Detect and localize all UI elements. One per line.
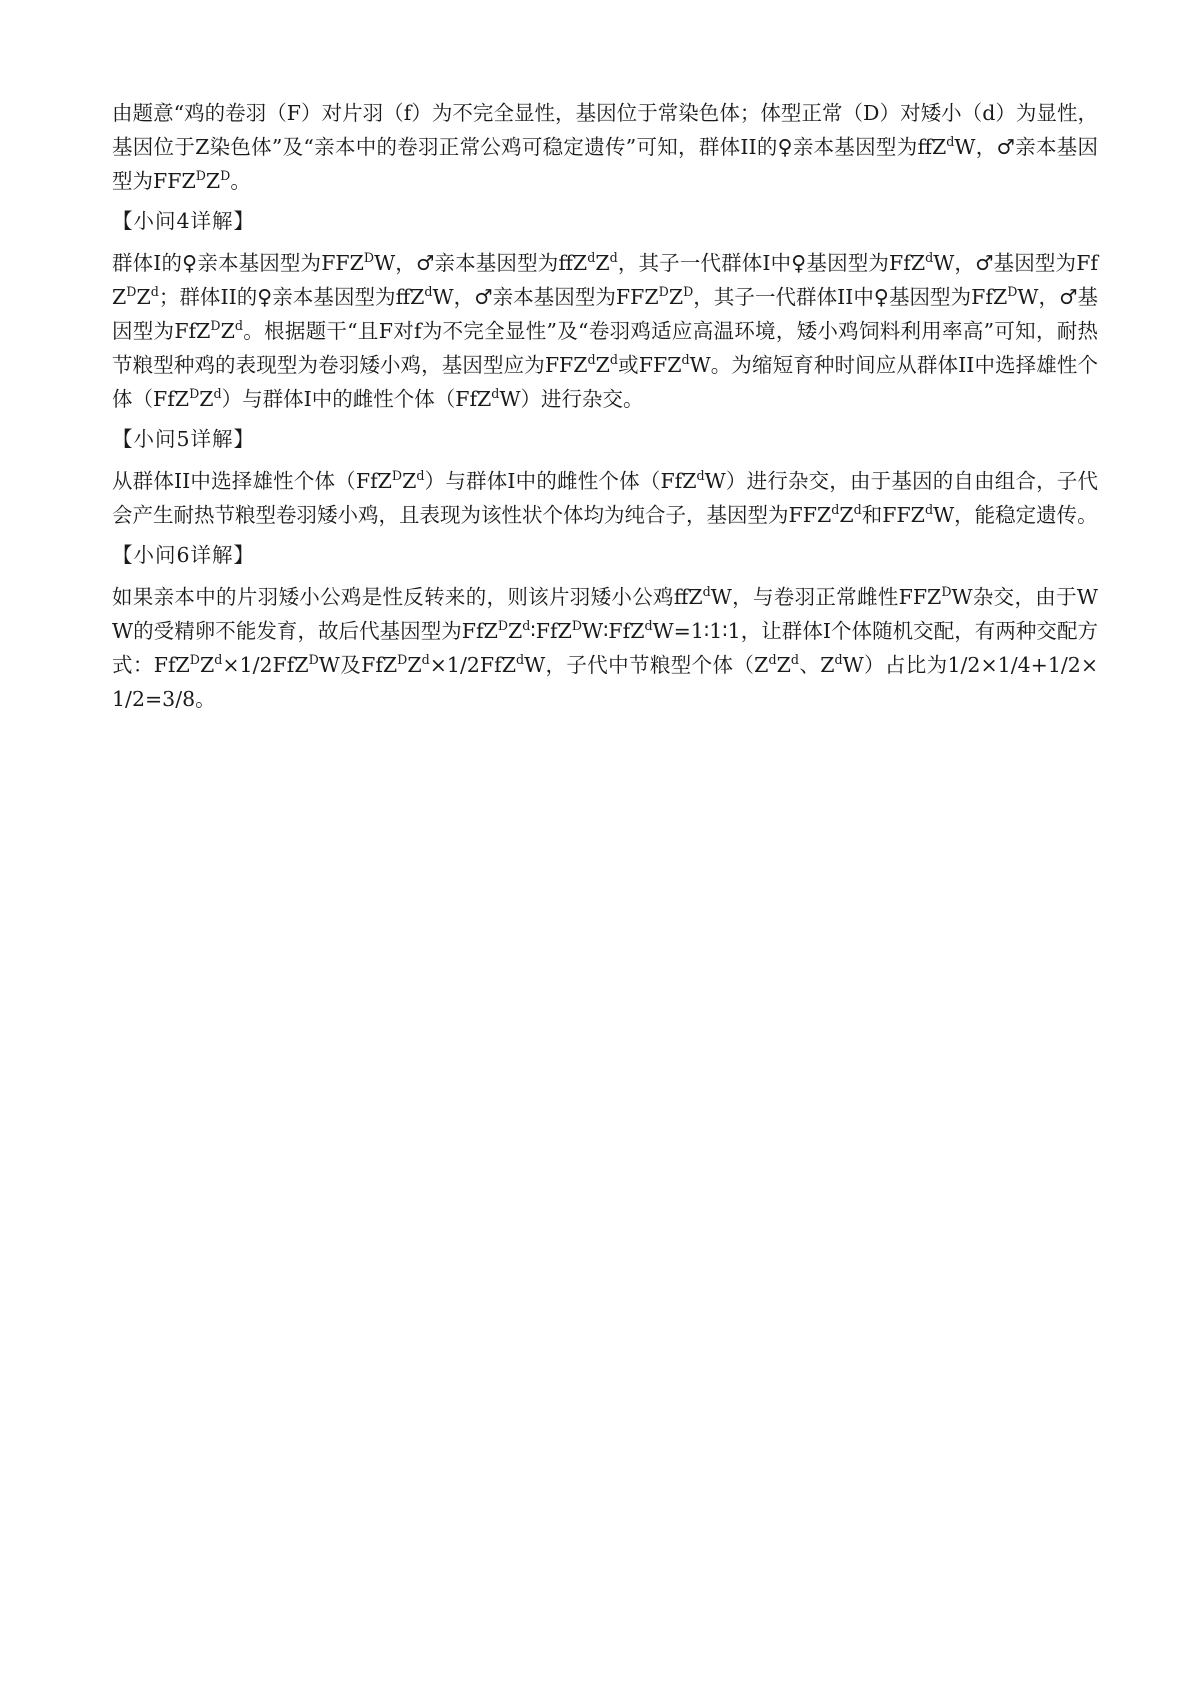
- section-heading-q5: 【小问5详解】: [112, 427, 256, 451]
- document-page: [112, 96, 1098, 716]
- section-paragraph-q6: 如果亲本中的片羽矮小公鸡是性反转来的，则该片羽矮小公鸡ffZ$^d$W，与卷羽正常雌性$FFZ^DW$杂交，由于WW的受精卵不能发育，故后代基因型为$FfZ^DZ^d∶FfZ^DW∶FfZ^dW=1∶1∶1$，让群体I个体随机交配，有两种交配方式：$FfZ^DZ^d\times 1/2FfZ^DW$及$FfZ^DZ^d\times 1/2FfZ^dW$，子代中节粮型个体（$Z^dZ^d$、$Z^dW$）占比为1/2×1/4+1/2×1/2=3/8。: [112, 584, 1098, 711]
- section-paragraph-q4: 群体I的♀亲本基因型为$FFZ^DW$，♂亲本基因型为$ffZ^dZ^d$，其子一代群体I中♀基因型为FfZ$^d$W，♂基因型为$FfZ^DZ^d$；群体II的♀亲本基因型为ffZ$^d$W，♂亲本基因型为$FFZ^DZ^D$，其子一代群体II中♀基因型为FfZ$^D$W，♂基因型为$FfZ^DZ^d$。根据题干“且F对f为不完全显性”及“卷羽鸡适应高温环境，矮小鸡饲料利用率高”可知，耐热节粮型种鸡的表现型为卷羽矮小鸡，基因型应为$FFZ^dZ^d$或FFZ$^d$W。为缩短育种时间应从群体II中选择雄性个体$(FfZ^DZ^d)$与群体I中的雌性个体（FfZ$^d$W）进行杂交。: [112, 250, 1099, 411]
- section-paragraph-q5: 从群体II中选择雄性个体$(FfZ^DZ^d)$与群体I中的雌性个体（FfZ$^d$W）进行杂交，由于基因的自由组合，子代会产生耐热节粮型卷羽矮小鸡，且表现为该性状个体均为纯合子，基因型为$FFZ^dZ^d$和FFZ$^d$W，能稳定遗传。: [112, 468, 1098, 527]
- section-heading-q4: 【小问4详解】: [112, 209, 256, 233]
- intro-paragraph: 由题意“鸡的卷羽（F）对片羽（f）为不完全显性，基因位于常染色体；体型正常（D）对矮小（d）为显性，基因位于Z染色体”及“亲本中的卷羽正常公鸡可稳定遗传”可知，群体II的♀亲本基因型为ffZ$^d$W，♂亲本基因型为$FFZ^DZ^D$。: [112, 101, 1098, 193]
- section-heading-q6: 【小问6详解】: [112, 543, 256, 567]
